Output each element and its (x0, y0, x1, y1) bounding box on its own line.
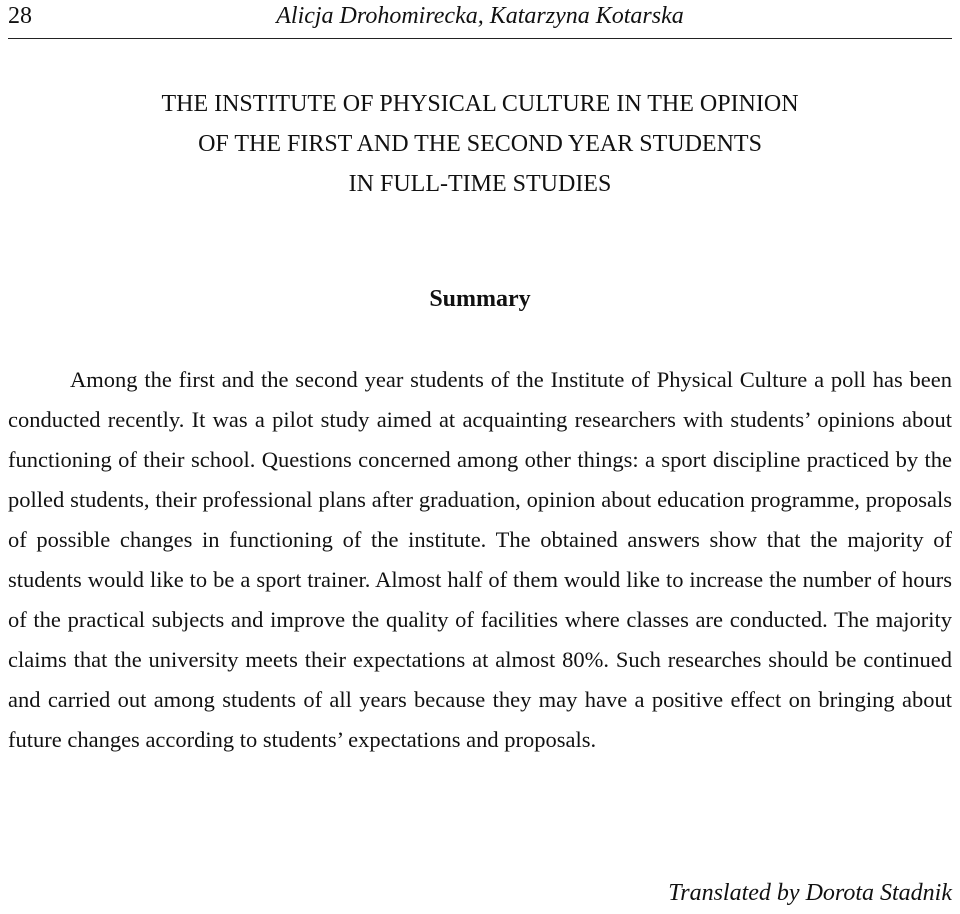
article-title-line-3: IN FULL-TIME STUDIES (348, 171, 612, 197)
article-title (8, 84, 952, 204)
article-title-line-2: OF THE FIRST AND THE SECOND YEAR STUDENTS (198, 131, 762, 157)
translator-credit: Translated by Dorota Stadnik (668, 880, 952, 906)
document-page (8, 0, 952, 914)
summary-heading: Summary (429, 286, 531, 312)
header-authors: Alicja Drohomirecka, Katarzyna Kotarska (276, 3, 684, 29)
summary-paragraph: Among the first and the second year students of the Institute of Physical Culture a poll has been conducted recently. It was a pilot study aimed at acquainting researchers with students’ opinions about functioning of their school. Questions concerned among other things: a sport discipline practiced by the polled students, their professional plans after graduation, opinion about education programme, proposals of possible changes in functioning of the institute. The obtained answers show that the majority of students would like to be a sport trainer. Almost half of them would like to increase the number of hours of the practical subjects and improve the quality of facilities where classes are conducted. The majority claims that the university meets their expectations at almost 80%. Such researches should be continued and carried out among students of all years because they may have a positive effect on bringing about future changes according to students’ expectations and proposals. (8, 367, 952, 752)
running-header (8, 0, 952, 39)
article-title-line-1: THE INSTITUTE OF PHYSICAL CULTURE IN THE OPINION (161, 91, 799, 117)
page-number: 28 (8, 3, 32, 29)
